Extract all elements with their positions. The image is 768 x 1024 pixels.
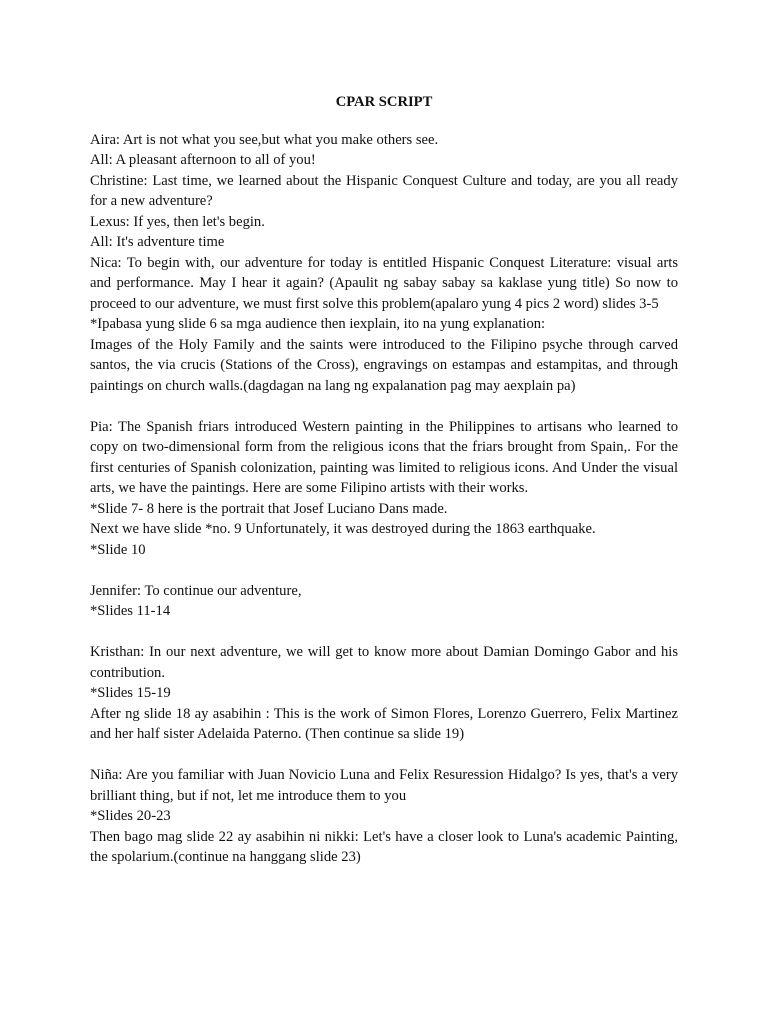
- script-line: Aira: Art is not what you see,but what you make others see.: [90, 131, 439, 148]
- script-line: Then bago mag slide 22 ay asabihin ni nikki: Let's have a closer look to Luna's academic Painting, the spolarium.(continue na hanggang slide 23): [90, 828, 678, 865]
- document-title: CPAR SCRIPT: [335, 94, 433, 110]
- script-line: Next we have slide *no. 9 Unfortunately, it was destroyed during the 1863 earthquake.: [90, 521, 596, 537]
- paragraph-gap: [90, 560, 678, 581]
- paragraph-gap: [90, 396, 678, 417]
- script-line: After ng slide 18 ay asabihin : This is the work of Simon Flores, Lorenzo Guerrero, Felix Martinez and her half sister Adelaida Paterno. (Then continue sa slide 19): [90, 705, 678, 742]
- script-line: *Slides 15-19: [90, 685, 171, 701]
- script-line: *Slide 7- 8 here is the portrait that Josef Luciano Dans made.: [90, 500, 448, 517]
- script-line: Images of the Holy Family and the saints were introduced to the Filipino psyche through carved santos, the via crucis (Stations of the Cross), engravings on estampas and estampitas, and through paintings on church walls.(dagdagan na lang ng expalanation pag may aexplain pa): [90, 336, 678, 394]
- script-line: *Slides 11-14: [90, 603, 171, 619]
- script-line: Lexus: If yes, then let's begin.: [90, 213, 265, 230]
- script-line: *Slides 20-23: [90, 808, 171, 824]
- script-line: Jennifer: To continue our adventure,: [90, 582, 302, 599]
- paragraph-gap: [90, 745, 678, 766]
- script-line: Kristhan: In our next adventure, we will get to know more about Damian Domingo Gabor and his contribution.: [90, 644, 678, 681]
- script-text: [90, 130, 678, 868]
- paragraph-gap: [90, 622, 678, 643]
- script-line: Nica: To begin with, our adventure for today is entitled Hispanic Conquest Literature: visual arts and performance. May I hear it again? (Apaulit ng sabay sabay sa kaklase yung title) So now to proceed to our adventure, we must first solve this problem(apalaro yung 4 pics 2 word) slides 3-5: [90, 254, 678, 312]
- script-line: Niña: Are you familiar with Juan Novicio Luna and Felix Resuression Hidalgo? Is yes, that's a very brilliant thing, but if not, let me introduce them to you: [90, 767, 678, 804]
- script-line: *Slide 10: [90, 541, 146, 558]
- script-line: Pia: The Spanish friars introduced Western painting in the Philippines to artisans who learned to copy on two-dimensional form from the religious icons that the friars brought from Spain,. For the first centuries of Spanish colonization, painting was limited to religious icons. And Under the visual arts, we have the paintings. Here are some Filipino artists with their works.: [90, 418, 678, 496]
- script-body: [90, 92, 678, 868]
- script-line: Christine: Last time, we learned about the Hispanic Conquest Culture and today, are you all ready for a new adventure?: [90, 172, 678, 209]
- script-line: All: It's adventure time: [90, 234, 225, 250]
- script-line: All: A pleasant afternoon to all of you!: [90, 152, 316, 168]
- script-line: *Ipabasa yung slide 6 sa mga audience then iexplain, ito na yung explanation:: [90, 316, 546, 332]
